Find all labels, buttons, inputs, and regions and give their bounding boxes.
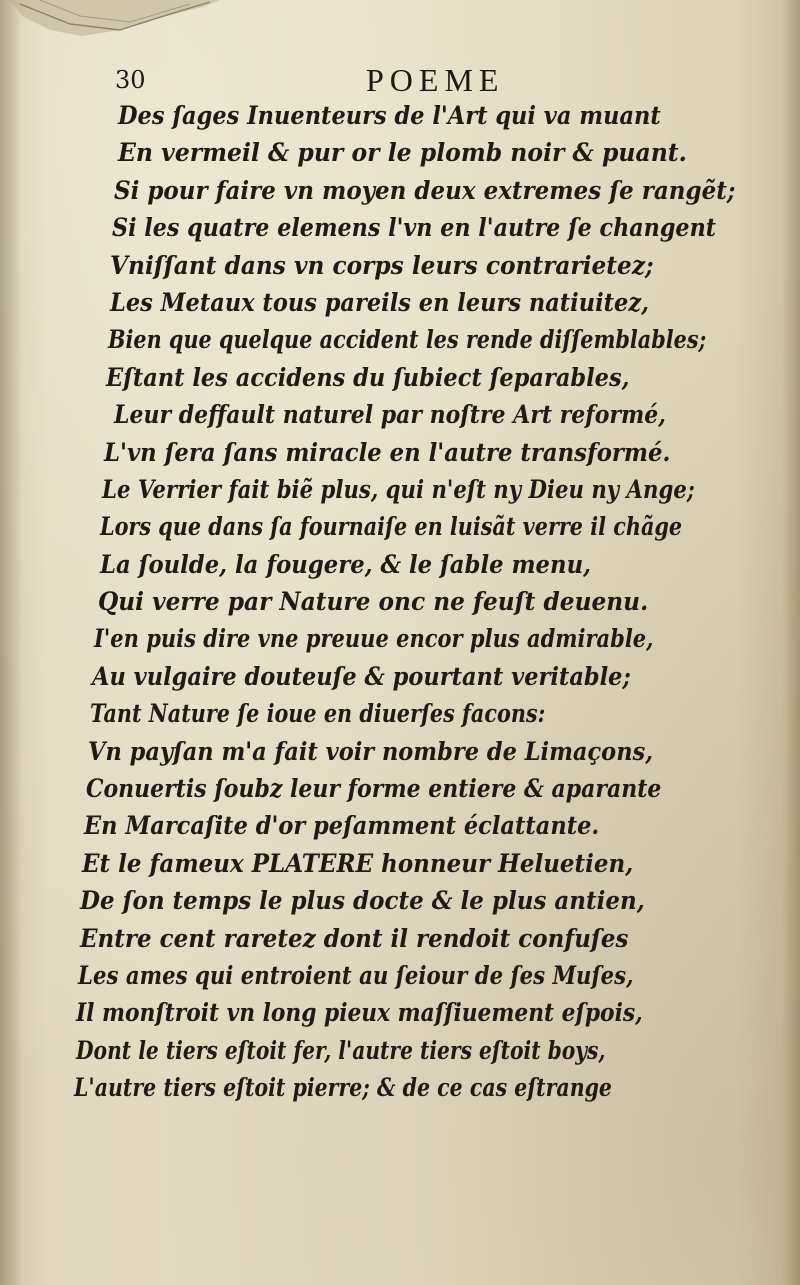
verse-line: Des ſages Inuenteurs de l'Art qui va muant — [118, 101, 661, 130]
verse-line: Lors que dans ſa fournaiſe en luisãt verre il chãge — [100, 512, 683, 542]
verse-line: Les ames qui entroient au ſeiour de ſes Muſes, — [78, 960, 634, 990]
verse-line: Si les quatre elemens l'vn en l'autre ſe changent — [112, 213, 717, 243]
verse-line: Qui verre par Nature onc ne feuſt deuenu. — [98, 587, 649, 617]
verse-line: Eſtant les accidens du ſubiect ſeparables, — [106, 362, 630, 392]
torn-paper-corner — [10, 0, 220, 42]
verse-line: I'en puis dire vne preuue encor plus admirable, — [94, 624, 654, 654]
verse-line: Et le fameux PLATERE honneur Heluetien, — [82, 848, 634, 878]
verse-line: Si pour faire vn moyen deux extremes ſe rangẽt; — [114, 175, 736, 205]
verse-line: Tant Nature ſe ioue en diuerſes facons: — [90, 699, 546, 729]
verse-line: Conuertis ſoubz leur forme entiere & aparante — [86, 774, 662, 804]
verse-line: La ſoulde, la fougere, & le ſable menu, — [100, 549, 592, 579]
poem-verse — [0, 97, 800, 1107]
verse-line: En Marcaſite d'or peſamment éclattante. — [84, 811, 600, 841]
verse-line: Leur deffault naturel par noſtre Art reformé, — [114, 400, 666, 430]
verse-line: Au vulgaire douteuſe & pourtant veritable; — [92, 661, 631, 691]
verse-line: Bien que quelque accident les rende diſſemblables; — [108, 325, 707, 355]
page-number: 30 — [115, 66, 146, 94]
verse-line: Dont le tiers eſtoit fer, l'autre tiers eſtoit boys, — [76, 1035, 606, 1065]
verse-line: Les Metaux tous pareils en leurs natiuitez, — [110, 287, 649, 317]
verse-line: De ſon temps le plus docte & le plus antien, — [80, 886, 645, 916]
verse-line: Le Verrier fait biẽ plus, qui n'eſt ny Dieu ny Ange; — [102, 474, 695, 504]
verse-line: Vn payſan m'a fait voir nombre de Limaçons, — [88, 736, 654, 766]
verse-line: Entre cent raretez dont il rendoit confuſes — [80, 923, 629, 953]
running-title: POEME — [366, 62, 505, 98]
verse-line: Vniſſant dans vn corps leurs contrarietez; — [110, 250, 654, 280]
verse-line: Il monſtroit vn long pieux maſſiuement eſpois, — [76, 998, 643, 1028]
verse-line: En vermeil & pur or le plomb noir & puant. — [118, 138, 687, 168]
verse-line: L'vn ſera ſans miracle en l'autre transformé. — [104, 437, 671, 467]
verse-line: L'autre tiers eſtoit pierre; & de ce cas eſtrange — [74, 1073, 612, 1103]
